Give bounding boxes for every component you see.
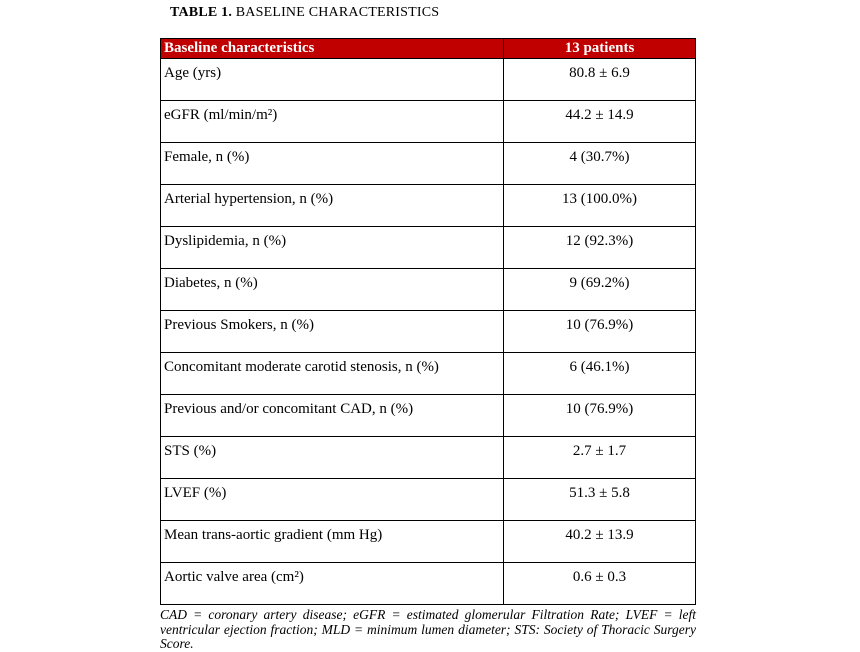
row-value-cell: 40.2 ± 13.9 (504, 521, 696, 563)
row-label-cell: Previous and/or concomitant CAD, n (%) (161, 395, 504, 437)
row-value-cell: 6 (46.1%) (504, 353, 696, 395)
row-value-cell: 10 (76.9%) (504, 311, 696, 353)
table-row (161, 185, 696, 227)
table-row (161, 101, 696, 143)
table-row (161, 521, 696, 563)
row-value-cell: 44.2 ± 14.9 (504, 101, 696, 143)
row-label-cell: Dyslipidemia, n (%) (161, 227, 504, 269)
row-value-cell: 80.8 ± 6.9 (504, 59, 696, 101)
table-row (161, 143, 696, 185)
row-value-cell: 2.7 ± 1.7 (504, 437, 696, 479)
row-label-cell: Concomitant moderate carotid stenosis, n (%) (161, 353, 504, 395)
row-label-cell: Mean trans-aortic gradient (mm Hg) (161, 521, 504, 563)
row-value-cell: 51.3 ± 5.8 (504, 479, 696, 521)
table-title (170, 5, 697, 21)
row-label-cell: Female, n (%) (161, 143, 504, 185)
row-value-cell: 0.6 ± 0.3 (504, 563, 696, 605)
table-title-text: BASELINE CHARACTERISTICS (232, 5, 440, 20)
row-value-cell: 10 (76.9%) (504, 395, 696, 437)
document-page (160, 0, 697, 652)
table-row (161, 269, 696, 311)
table-row (161, 311, 696, 353)
row-label-cell: Previous Smokers, n (%) (161, 311, 504, 353)
row-value-cell: 13 (100.0%) (504, 185, 696, 227)
table-title-number: TABLE 1. (170, 5, 233, 20)
row-label-cell: eGFR (ml/min/m²) (161, 101, 504, 143)
table-row (161, 437, 696, 479)
row-label-cell: LVEF (%) (161, 479, 504, 521)
baseline-characteristics-table (160, 38, 696, 605)
table-row (161, 59, 696, 101)
header-cell-patient-count: 13 patients (504, 39, 696, 59)
row-label-cell: Arterial hypertension, n (%) (161, 185, 504, 227)
row-label-cell: Age (yrs) (161, 59, 504, 101)
table-row (161, 353, 696, 395)
row-label-cell: Aortic valve area (cm²) (161, 563, 504, 605)
row-label-cell: Diabetes, n (%) (161, 269, 504, 311)
header-cell-baseline-characteristics: Baseline characteristics (161, 39, 504, 59)
table-footnote: CAD = coronary artery disease; eGFR = estimated glomerular Filtration Rate; LVEF = left ventricular ejection fraction; MLD = minimum lumen diameter; STS: Society of Thoracic Surgery Score. (160, 607, 696, 652)
table-header-row (161, 39, 696, 59)
row-value-cell: 12 (92.3%) (504, 227, 696, 269)
table-row (161, 395, 696, 437)
table-row (161, 227, 696, 269)
row-label-cell: STS (%) (161, 437, 504, 479)
table-row (161, 479, 696, 521)
row-value-cell: 9 (69.2%) (504, 269, 696, 311)
table-body (161, 59, 696, 605)
row-value-cell: 4 (30.7%) (504, 143, 696, 185)
